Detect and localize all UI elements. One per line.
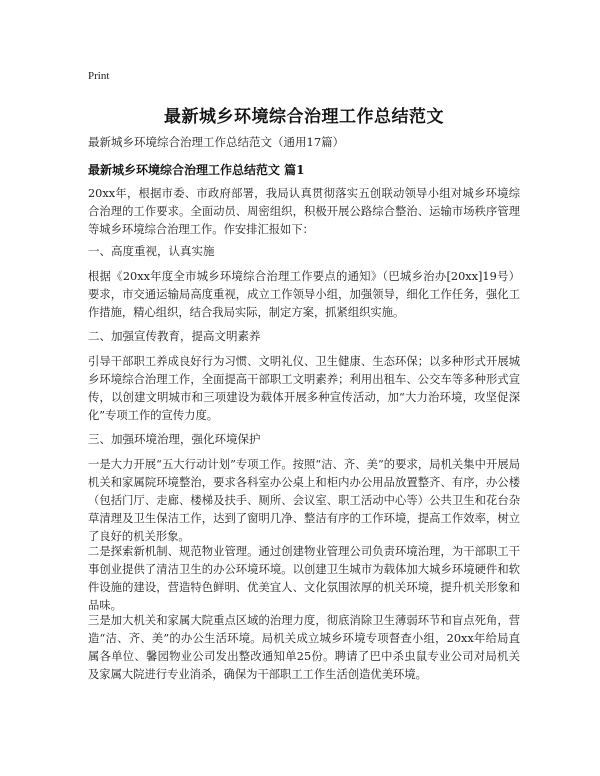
heading-1: 一、高度重视，认真实施 — [88, 244, 215, 258]
paragraph-4: 二是探索新机制、规范物业管理。通过创建物业管理公司负责环境治理，为干部职工干事创业提供了清洁卫生的办公环境环境。以创建卫生城市为载体加大城乡环境硬件和软件设施的建设，营造特色鲜明、优美宜人、文化氛围浓厚的机关环境，提升机关形象和品味。 — [88, 545, 520, 612]
intro-paragraph: 20xx年，根据市委、市政府部署，我局认真贯彻落实五创联动领导小组对城乡环境综合治理的工作要求。全面动员、周密组织，积极开展公路综合整治、运输市场秩序管理等城乡环境综合治理工作。作安排汇报如下： — [88, 187, 520, 236]
page-title: 最新城乡环境综合治理工作总结范文 — [164, 107, 444, 127]
paragraph-1: 根据《20xx年度全市城乡环境综合治理工作要点的通知》（巴城乡治办[20xx]19号）要求，市交通运输局高度重视，成立工作领导小组，加强领导，细化工作任务，强化工作措施，精心组织，结合我局实际，制定方案，抓紧组织实施。 — [88, 270, 520, 319]
document-subtitle: 最新城乡环境综合治理工作总结范文（通用17篇） — [88, 135, 345, 149]
heading-2: 二、加强宣传教育，提高文明素养 — [88, 329, 261, 343]
section-title: 最新城乡环境综合治理工作总结范文 篇1 — [88, 163, 305, 177]
print-label[interactable]: Print — [88, 70, 110, 82]
paragraph-5: 三是加大机关和家属大院重点区域的治理力度，彻底消除卫生薄弱环节和盲点死角，营造“洁、齐、美”的办公生活环境。局机关成立城乡环境专项督查小组，20xx年给局直属各单位、馨园物业公司发出整改通知单25份。聘请了巴中杀虫鼠专业公司对局机关及家属大院进行专业消杀，确保为干部职工工作生活创造优美环境。 — [88, 614, 520, 681]
paragraph-3: 一是大力开展“五大行动计划”专项工作。按照“洁、齐、美”的要求，局机关集中开展局机关和家属院环境整治，要求各科室办公桌上和柜内办公用品放置整齐、有序，办公楼（包括门厅、走廊、楼梯及扶手、厕所、会议室、职工活动中心等）公共卫生和花台杂草清理及卫生保洁工作，达到了窗明几净、整洁有序的工作环境，提高工作效率，树立了良好的机关形象。 — [88, 458, 520, 543]
heading-3: 三、加强环境治理，强化环境保护 — [88, 432, 261, 446]
paragraph-2: 引导干部职工养成良好行为习惯、文明礼仪、卫生健康、生态环保；以多种形式开展城乡环境综合治理工作，全面提高干部职工文明素养；利用出租车、公交车等多种形式宣传，以创建文明城市和三项建设为载体开展多种宣传活动，加“大力治环境，攻坚促深化”专项工作的宣传力度。 — [88, 355, 520, 422]
